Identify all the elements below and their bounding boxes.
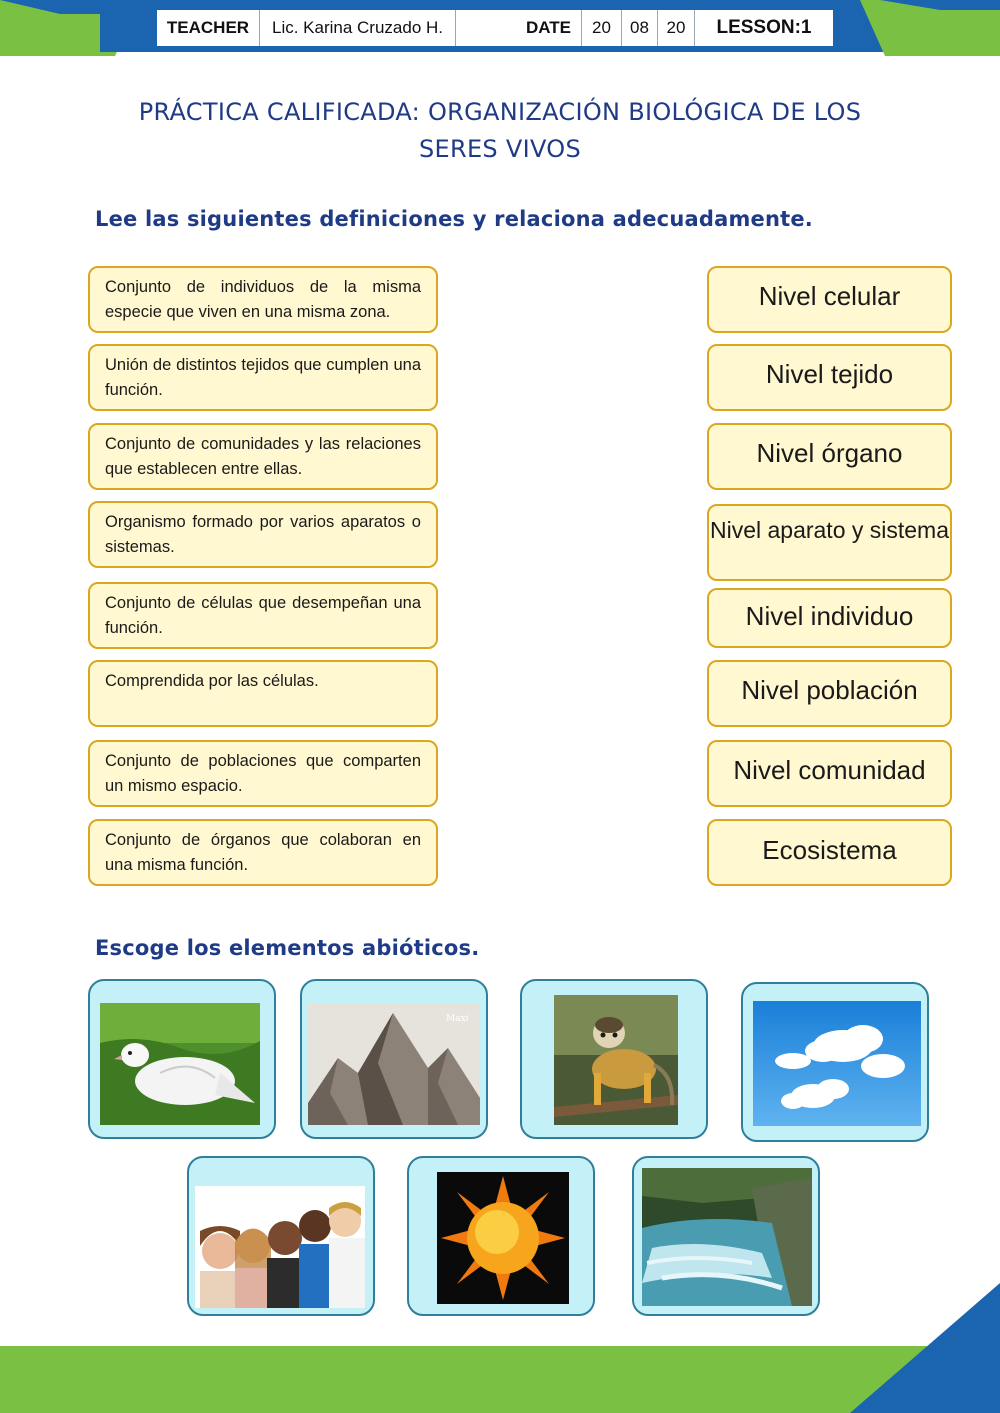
people-image <box>195 1186 365 1308</box>
abiotic-instruction: Escoge los elementos abióticos. <box>95 936 480 960</box>
definition-box[interactable]: Organismo formado por varios aparatos o sistemas. <box>88 501 438 568</box>
monkey-image <box>554 995 678 1125</box>
teacher-label: TEACHER <box>157 10 260 46</box>
lesson-label: LESSON:1 <box>716 17 812 38</box>
page-title-line2: SERES VIVOS <box>418 135 582 163</box>
header-info-table <box>155 8 835 48</box>
teacher-name: Lic. Karina Cruzado H. <box>260 10 456 46</box>
footer-corner-decoration <box>840 1283 1000 1413</box>
definition-box[interactable]: Unión de distintos tejidos que cumplen una función. <box>88 344 438 411</box>
level-box-comunidad[interactable]: Nivel comunidad <box>707 740 952 807</box>
definition-box[interactable]: Conjunto de células que desempeñan una función. <box>88 582 438 649</box>
mountain-watermark: Maxi <box>446 1014 469 1024</box>
image-card-people[interactable] <box>187 1156 375 1316</box>
level-box-ecosistema[interactable]: Ecosistema <box>707 819 952 886</box>
image-card-river[interactable] <box>632 1156 820 1316</box>
level-box-aparato-sistema[interactable]: Nivel aparato y sistema <box>707 504 952 581</box>
dove-image <box>100 1003 260 1125</box>
page-title <box>100 94 900 168</box>
definition-box[interactable]: Comprendida por las células. <box>88 660 438 727</box>
image-card-dove[interactable] <box>88 979 276 1139</box>
clouds-image <box>753 1001 921 1126</box>
level-box-poblacion[interactable]: Nivel población <box>707 660 952 727</box>
date-month: 08 <box>622 10 658 46</box>
level-box-organo[interactable]: Nivel órgano <box>707 423 952 490</box>
image-card-mountains[interactable] <box>300 979 488 1139</box>
mountains-image <box>308 1003 480 1125</box>
image-card-monkey[interactable] <box>520 979 708 1139</box>
image-card-clouds[interactable] <box>741 982 929 1142</box>
level-box-tejido[interactable]: Nivel tejido <box>707 344 952 411</box>
level-box-individuo[interactable]: Nivel individuo <box>707 588 952 648</box>
date-day: 20 <box>582 10 622 46</box>
definition-box[interactable]: Conjunto de poblaciones que comparten un mismo espacio. <box>88 740 438 807</box>
date-year: 20 <box>658 10 695 46</box>
river-image <box>642 1168 812 1306</box>
page-title-line1: PRÁCTICA CALIFICADA: ORGANIZACIÓN BIOLÓGICA DE LOS <box>138 98 862 126</box>
date-label: DATE <box>456 10 582 46</box>
definition-box[interactable]: Conjunto de comunidades y las relaciones que establecen entre ellas. <box>88 423 438 490</box>
image-card-sun[interactable] <box>407 1156 595 1316</box>
definition-box[interactable]: Conjunto de órganos que colaboran en una misma función. <box>88 819 438 886</box>
sun-image <box>437 1172 569 1304</box>
matching-instruction: Lee las siguientes definiciones y relaciona adecuadamente. <box>95 207 813 231</box>
definition-box[interactable]: Conjunto de individuos de la misma especie que viven en una misma zona. <box>88 266 438 333</box>
level-box-celular[interactable]: Nivel celular <box>707 266 952 333</box>
